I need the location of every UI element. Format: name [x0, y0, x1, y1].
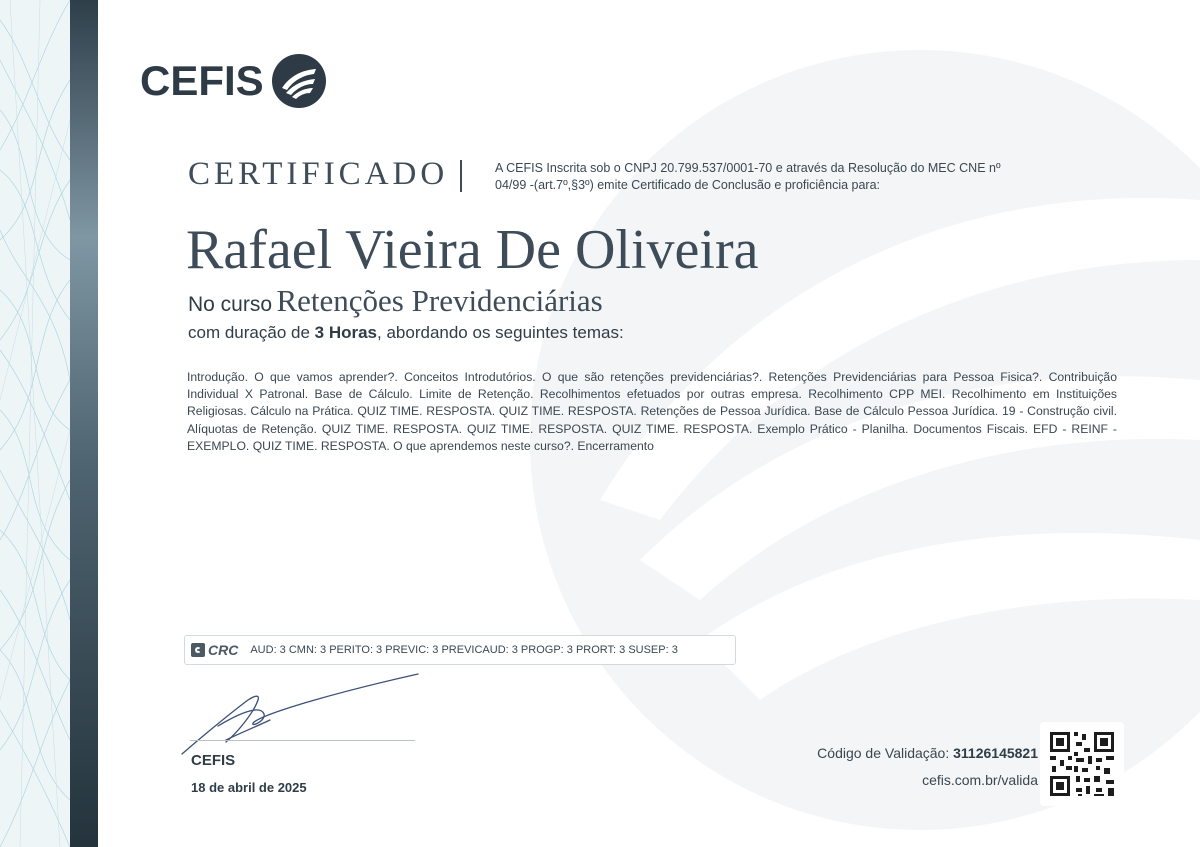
cefis-logo: [140, 52, 328, 110]
issue-date: 18 de abril de 2025: [191, 780, 307, 795]
signer-name: CEFIS: [191, 752, 236, 769]
duration-value: 3 Horas: [314, 323, 378, 342]
student-name: Rafael Vieira De Oliveira: [186, 219, 759, 281]
course-line: [188, 283, 603, 319]
certificate-title: CERTIFICADO: [188, 156, 449, 192]
crc-credits-box: [184, 635, 736, 665]
duration-after: , abordando os seguintes temas:: [377, 323, 624, 342]
duration-before: com duração de: [188, 323, 310, 342]
vertical-accent-bar: [70, 0, 98, 847]
validation-code-line: [817, 740, 1038, 767]
validation-code: 31126145821: [953, 745, 1038, 761]
certificate-intro: A CEFIS Inscrita sob o CNPJ 20.799.537/0001-70 e através da Resolução do MEC CNE nº 04/99 -(art.7º,§3º) emite Certificado de Conclusão e proficiência para:: [495, 161, 1001, 192]
course-prefix: No curso: [188, 293, 273, 316]
signature-line: [190, 740, 415, 741]
crc-logo-text: CRC: [208, 642, 239, 658]
validation-label: Código de Validação:: [817, 745, 950, 761]
title-divider: [460, 160, 462, 192]
course-topics: Introdução. O que vamos aprender?. Conceitos Introdutórios. O que são retenções previdenciárias?. Retenções Previdenciárias para Pessoa Fisica?. Contribuição Individual X Patronal. Base de Cálculo. Limite de Retenção. Recolhimentos efetuados por outras empresa. Recolhimento CPP MEI. Recolhimento em Instituições Religiosas. Cálculo na Prática. QUIZ TIME. RESPOSTA. QUIZ TIME. RESPOSTA. Retenções de Pessoa Jurídica. Base de Cálculo Pessoa Jurídica. 19 - Construção civil. Alíquotas de Retenção. QUIZ TIME. RESPOSTA. QUIZ TIME. RESPOSTA. QUIZ TIME. RESPOSTA. Exemplo Prático - Planilha. Documentos Fiscais. EFD - REINF - EXEMPLO. QUIZ TIME. RESPOSTA. O que aprendemos neste curso?. Encerramento: [187, 370, 1117, 453]
crc-credits: AUD: 3 CMN: 3 PERITO: 3 PREVIC: 3 PREVICAUD: 3 PROGP: 3 PRORT: 3 SUSEP: 3: [250, 644, 678, 656]
decorative-pattern-strip: [0, 0, 70, 847]
crc-logo-icon: [191, 642, 238, 658]
duration-line: [188, 323, 624, 343]
validation-url[interactable]: cefis.com.br/valida: [922, 772, 1038, 788]
validation-info: [817, 740, 1038, 794]
cefis-logo-icon: [270, 52, 328, 110]
logo-text: CEFIS: [140, 57, 264, 104]
course-name: Retenções Previdenciárias: [276, 283, 603, 318]
qr-code-icon: [1040, 722, 1124, 806]
signature-graphic: [178, 670, 428, 760]
